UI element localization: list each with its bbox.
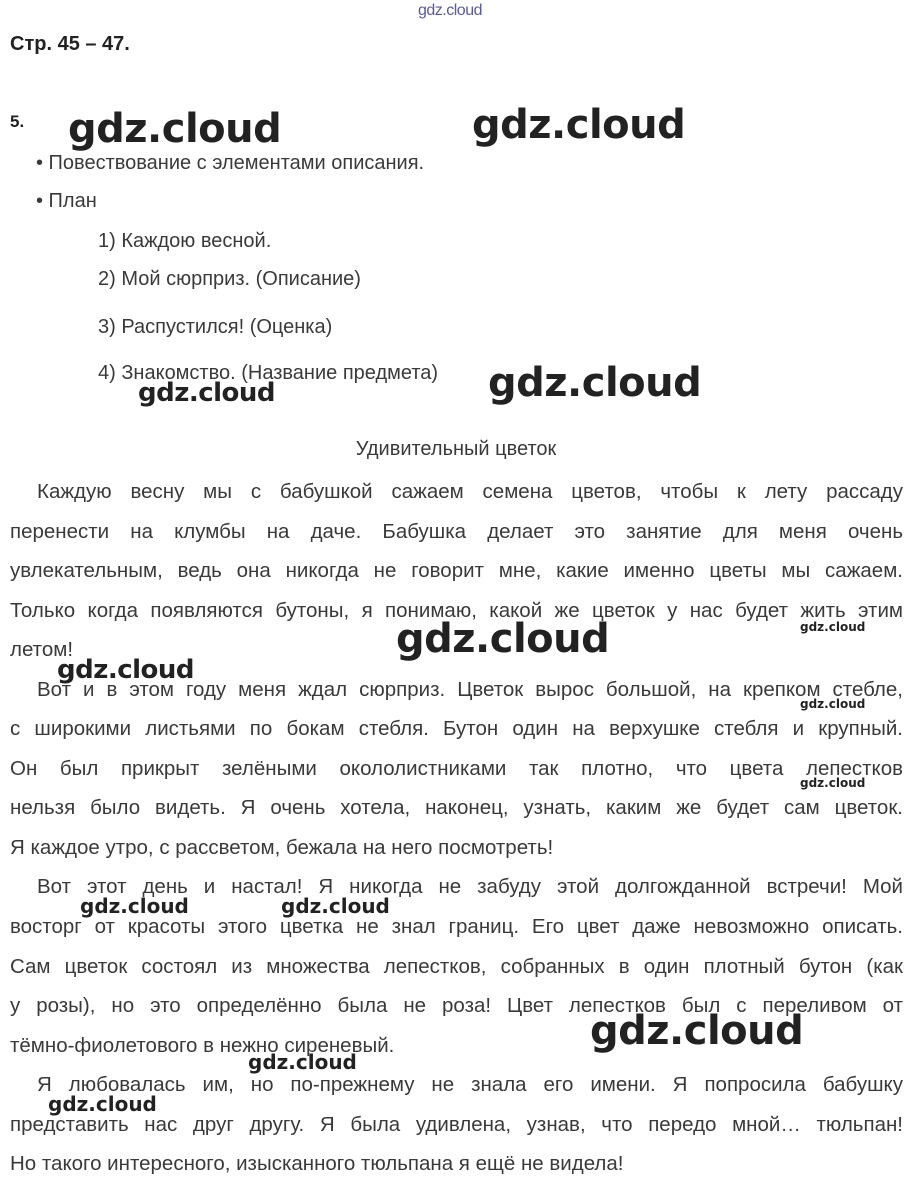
watermark: gdz.cloud	[248, 1050, 357, 1074]
watermark: gdz.cloud	[590, 1008, 804, 1054]
plan-item-3: 3) Распустился! (Оценка)	[98, 316, 333, 338]
watermark: gdz.cloud	[68, 106, 282, 152]
watermark: gdz.cloud	[488, 360, 702, 406]
essay-title: Удивительный цветок	[355, 438, 557, 460]
essay-line: нельзя было видеть. Я очень хотела, наконец, узнать, каким же будет сам цветок.	[10, 796, 903, 819]
watermark: gdz.cloud	[800, 620, 866, 634]
essay-line: Я каждое утро, с рассветом, бежала на него посмотреть!	[10, 836, 554, 859]
essay-line: летом!	[10, 638, 74, 661]
essay-line: Вот этот день и настал! Я никогда не забуду этой долгожданной встречи! Мой	[37, 875, 903, 898]
essay-line: Только когда появляются бутоны, я понимаю, какой же цветок у нас будет жить этим	[10, 599, 903, 622]
essay-line: с широкими листьями по бокам стебля. Бутон один на верхушке стебля и крупный.	[10, 717, 903, 740]
watermark: gdz.cloud	[396, 616, 610, 662]
watermark: gdz.cloud	[800, 697, 866, 711]
watermark: gdz.cloud	[80, 894, 189, 918]
essay-line: тёмно-фиолетового в нежно сиреневый.	[10, 1034, 395, 1057]
page-reference: Стр. 45 – 47.	[10, 33, 130, 55]
essay-line: Он был прикрыт зелёными окололистниками так плотно, что цвета лепестков	[10, 757, 903, 780]
watermark: gdz.cloud	[472, 102, 686, 148]
essay-line: Каждую весну мы с бабушкой сажаем семена цветов, чтобы к лету рассаду	[37, 480, 903, 503]
essay-line: Но такого интересного, изысканного тюльпана я ещё не видела!	[10, 1152, 624, 1175]
watermark: gdz.cloud	[48, 1092, 157, 1116]
watermark: gdz.cloud	[800, 776, 866, 790]
essay-line: Сам цветок состоял из множества лепестков, собранных в один плотный бутон (как	[10, 955, 903, 978]
plan-item-4: 4) Знакомство. (Название предмета)	[98, 362, 439, 384]
task-number: 5.	[10, 112, 25, 131]
site-watermark-top: gdz.cloud	[418, 2, 482, 19]
essay-line: Я любовалась им, но по-прежнему не знала его имени. Я попросила бабушку	[37, 1073, 903, 1096]
watermark: gdz.cloud	[138, 378, 276, 408]
essay-line: представить нас друг другу. Я была удивлена, узнав, что передо мной… тюльпан!	[10, 1113, 903, 1136]
bullet-plan: • План	[36, 190, 97, 212]
essay-line: у розы), но это определённо была не роза! Цвет лепестков был с переливом от	[10, 994, 903, 1017]
plan-item-2: 2) Мой сюрприз. (Описание)	[98, 268, 361, 290]
plan-item-1: 1) Каждою весной.	[98, 230, 272, 252]
essay-line: восторг от красоты этого цветка не знал границ. Его цвет даже невозможно описать.	[10, 915, 903, 938]
watermark: gdz.cloud	[281, 894, 390, 918]
essay-line: перенести на клумбы на даче. Бабушка делает это занятие для меня очень	[10, 520, 903, 543]
essay-line: Вот и в этом году меня ждал сюрприз. Цветок вырос большой, на крепком стебле,	[37, 678, 903, 701]
bullet-genre: • Повествование с элементами описания.	[36, 152, 425, 174]
watermark: gdz.cloud	[57, 655, 195, 685]
essay-line: увлекательным, ведь она никогда не говорит мне, какие именно цветы мы сажаем.	[10, 559, 903, 582]
